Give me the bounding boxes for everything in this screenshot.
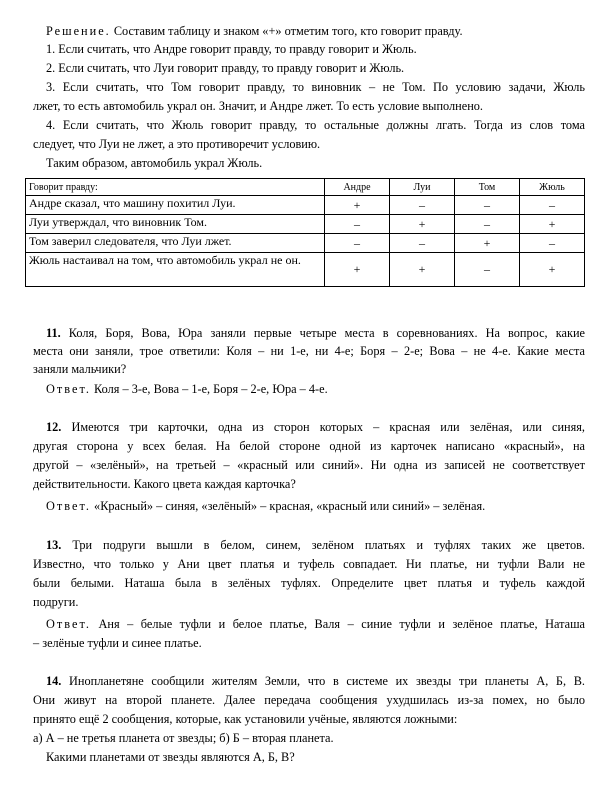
solution-point-4: 4. Если считать, что Жюль говорит правду, то остальные должны лгать. Тогда из слов тома bbox=[46, 118, 585, 132]
table-cell: – bbox=[455, 253, 520, 287]
table-row bbox=[26, 196, 585, 215]
task-11-answer: Ответ. Коля – 3-е, Вова – 1-е, Боря – 2-е, Юра – 4-е. bbox=[46, 382, 328, 396]
solution-point-4-cont: следует, что Луи не лжет, а это противоречит условию. bbox=[33, 137, 321, 151]
table-cell: + bbox=[520, 215, 585, 234]
table-cell: + bbox=[520, 253, 585, 287]
solution-point-1: 1. Если считать, что Андре говорит правду, то правду говорит и Жюль. bbox=[46, 42, 417, 56]
task-13-answer: Ответ. Аня – белые туфли и белое платье, Валя – синие туфли и зелёное платье, Наташа bbox=[46, 617, 585, 631]
solution-conclusion: Таким образом, автомобиль украл Жюль. bbox=[46, 156, 263, 170]
task-14-line-1: 14. Инопланетяне сообщили жителям Земли, что в системе их звезды три планеты А, Б, В. bbox=[46, 674, 585, 688]
task-14-line-5: Какими планетами от звезды являются А, Б, В? bbox=[46, 750, 295, 764]
solution-intro: Решение. Составим таблицу и знаком «+» отметим того, кто говорит правду. bbox=[46, 24, 463, 38]
table-header-cell: Андре bbox=[325, 179, 390, 196]
table-header-cell: Жюль bbox=[520, 179, 585, 196]
table-header-cell: Том bbox=[455, 179, 520, 196]
task-13-line-2: Известно, что только у Ани цвет платья и туфель совпадает. Ни платье, ни туфли Вали не bbox=[33, 557, 585, 571]
task-13-line-3: были белыми. Наташа была в зелёных туфлях. Определите цвет платья и туфель каждой bbox=[33, 576, 585, 590]
table-cell: – bbox=[455, 196, 520, 215]
table-header-cell: Говорит правду: bbox=[26, 179, 325, 196]
task-number: 14. bbox=[46, 674, 62, 688]
table-header-cell: Луи bbox=[390, 179, 455, 196]
table-cell: + bbox=[390, 253, 455, 287]
task-14-line-2: Они живут на второй планете. Далее передача сообщения ухудшилась из-за помех, но было bbox=[33, 693, 585, 707]
task-14-line-4: а) А – не третья планета от звезды; б) Б – вторая планета. bbox=[33, 731, 334, 745]
answer-label: Ответ. bbox=[46, 382, 91, 396]
solution-label: Решение. bbox=[46, 24, 111, 38]
table-cell: – bbox=[390, 196, 455, 215]
answer-label: Ответ. bbox=[46, 499, 91, 513]
task-14-line-3: принято ещё 2 сообщения, которые, как установили учёные, являются ложными: bbox=[33, 712, 458, 726]
solution-point-3-cont: лжет, то есть автомобиль украл он. Значит, и Андре лжет. То есть условие выполнено. bbox=[33, 99, 483, 113]
task-13-line-4: подруги. bbox=[33, 595, 79, 609]
task-11-line-1: 11. Коля, Боря, Вова, Юра заняли первые четыре места в соревнованиях. На вопрос, какие bbox=[46, 326, 585, 340]
task-12-line-1: 12. Имеются три карточки, одна из сторон которых – красная или зелёная, или синяя, bbox=[46, 420, 585, 434]
task-12-answer: Ответ. «Красный» – синяя, «зелёный» – красная, «красный или синий» – зелёная. bbox=[46, 499, 486, 513]
task-number: 12. bbox=[46, 420, 62, 434]
table-cell: – bbox=[520, 196, 585, 215]
task-11-line-3: заняли мальчики? bbox=[33, 362, 127, 376]
table-cell: + bbox=[325, 196, 390, 215]
task-12-line-4: действительности. Какого цвета каждая карточка? bbox=[33, 477, 296, 491]
table-cell: – bbox=[390, 234, 455, 253]
table-row-label: Жюль настаивал на том, что автомобиль украл не он. bbox=[26, 253, 325, 287]
table-row-label: Том заверил следователя, что Луи лжет. bbox=[26, 234, 325, 253]
table-row bbox=[26, 253, 585, 287]
table-header-row bbox=[26, 179, 585, 196]
task-number: 13. bbox=[46, 538, 62, 552]
table-cell: – bbox=[325, 234, 390, 253]
table-row-label: Луи утверждал, что виновник Том. bbox=[26, 215, 325, 234]
solution-point-2: 2. Если считать, что Луи говорит правду, то правду говорит и Жюль. bbox=[46, 61, 405, 75]
solution-point-3: 3. Если считать, что Том говорит правду, то виновник – не Том. По условию задачи, Жюль bbox=[46, 80, 585, 94]
task-12-line-3: другой – «зелёный», на третьей – «красный или синий». Ни одна из записей не соответствует bbox=[33, 458, 585, 472]
table-row bbox=[26, 215, 585, 234]
table-cell: – bbox=[455, 215, 520, 234]
table-cell: – bbox=[325, 215, 390, 234]
truth-table bbox=[25, 178, 585, 287]
task-13-line-1: 13. Три подруги вышли в белом, синем, зелёном платьях и туфлях таких же цветов. bbox=[46, 538, 585, 552]
task-13-answer-cont: – зелёные туфли и синее платье. bbox=[33, 636, 202, 650]
table-row bbox=[26, 234, 585, 253]
answer-label: Ответ. bbox=[46, 617, 91, 631]
table-cell: – bbox=[520, 234, 585, 253]
table-row-label: Андре сказал, что машину похитил Луи. bbox=[26, 196, 325, 215]
task-number: 11. bbox=[46, 326, 61, 340]
table-cell: + bbox=[325, 253, 390, 287]
task-11-line-2: места они заняли, трое ответили: Коля – ни 1-е, ни 4-е; Боря – 2-е; Вова – не 4-е. Какие места bbox=[33, 344, 585, 358]
task-12-line-2: другая сторона у всех белая. На белой стороне одной из карточек написано «красный», на bbox=[33, 439, 585, 453]
table-cell: + bbox=[455, 234, 520, 253]
table-cell: + bbox=[390, 215, 455, 234]
